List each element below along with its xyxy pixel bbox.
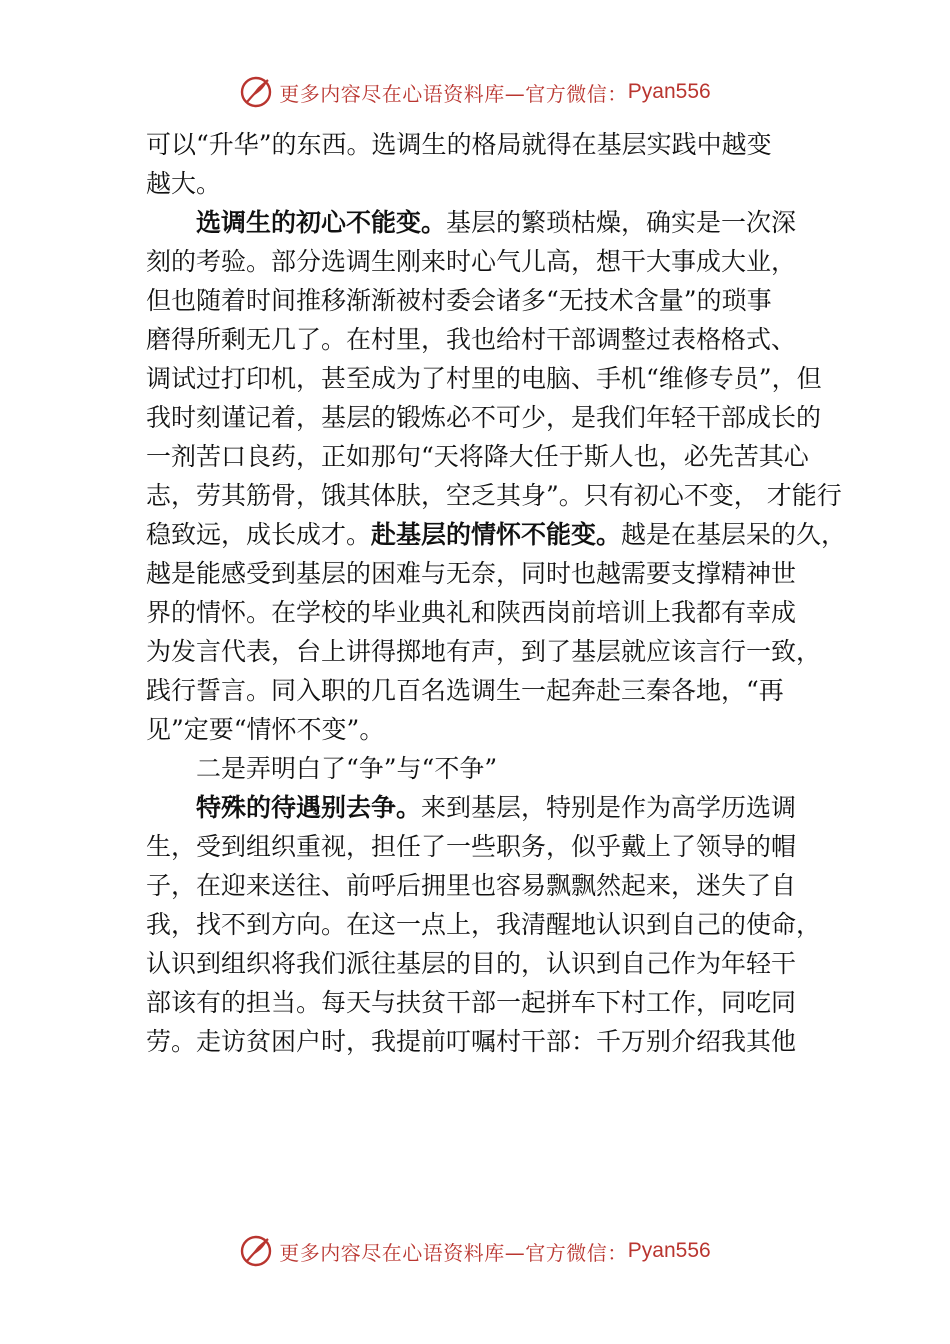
text-line [146, 281, 846, 320]
text-segment: 认识到组织将我们派往基层的目的，认识到自己作为年轻干 [146, 949, 797, 978]
text-segment: 刻的考验。部分选调生刚来时心气儿高，想干大事成大业， [146, 247, 797, 276]
text-segment: 劳。走访贫困户时，我提前叮嘱村干部：千万别介绍我其他 [146, 1027, 797, 1056]
text-segment: 越是在基层呆的久， [621, 520, 847, 549]
footer-watermark [0, 1231, 950, 1271]
text-segment: 越是能感受到基层的困难与无奈，同时也越需要支撑精神世 [146, 559, 797, 588]
text-segment: 磨得所剩无几了。在村里，我也给村干部调整过表格格式、 [146, 325, 797, 354]
text-line [146, 554, 846, 593]
text-segment: 为发言代表，台上讲得掷地有声，到了基层就应该言行一致， [146, 637, 822, 666]
header-watermark [0, 72, 950, 112]
text-segment: 我，找不到方向。在这一点上，我清醒地认识到自己的使命， [146, 910, 822, 939]
feather-logo-icon [239, 75, 273, 109]
text-segment: 生，受到组织重视，担任了一些职务，似乎戴上了领导的帽 [146, 832, 797, 861]
text-line [146, 827, 846, 866]
text-segment: 越大。 [146, 169, 222, 198]
text-segment: 志，劳其筋骨，饿其体肤，空乏其身”。只有初心不变， 才能行 [146, 481, 842, 510]
text-line [146, 476, 846, 515]
text-line [146, 203, 846, 242]
text-line [146, 710, 846, 749]
text-segment: 稳致远，成长成才。 [146, 520, 372, 549]
text-line [146, 593, 846, 632]
text-segment: 一剂苦口良药，正如那句“天将降大任于斯人也，必先苦其心 [146, 442, 809, 471]
text-segment: 我时刻谨记着，基层的锻炼必不可少，是我们年轻干部成长的 [146, 403, 822, 432]
text-segment: 但也随着时间推移渐渐被村委会诸多“无技术含量”的琐事 [146, 286, 772, 315]
bold-heading-text: 选调生的初心不能变。 [196, 208, 447, 237]
text-line [146, 320, 846, 359]
text-line [146, 788, 846, 827]
text-line [146, 749, 846, 788]
text-line [146, 944, 846, 983]
text-segment: 见”定要“情怀不变”。 [146, 715, 385, 744]
text-line [146, 242, 846, 281]
text-line [146, 125, 846, 164]
text-line [146, 671, 846, 710]
feather-logo-icon [239, 1234, 273, 1268]
watermark-id: Pyan556 [627, 1239, 711, 1262]
bold-heading-text: 特殊的待遇别去争。 [196, 793, 422, 822]
text-line [146, 164, 846, 203]
document-body [146, 125, 846, 1061]
text-line [146, 398, 846, 437]
text-segment: 来到基层，特别是作为高学历选调 [421, 793, 797, 822]
text-segment: 可以“升华”的东西。选调生的格局就得在基层实践中越变 [146, 130, 772, 159]
text-segment: 子，在迎来送往、前呼后拥里也容易飘飘然起来，迷失了自 [146, 871, 797, 900]
text-line [146, 515, 846, 554]
text-segment: 部该有的担当。每天与扶贫干部一起拼车下村工作，同吃同 [146, 988, 797, 1017]
text-line [146, 437, 846, 476]
watermark-text: 更多内容尽在心语资料库—官方微信： [279, 1240, 628, 1265]
text-segment: 践行誓言。同入职的几百名选调生一起奔赴三秦各地，“再 [146, 676, 784, 705]
text-segment: 二是弄明白了“争”与“不争” [196, 754, 498, 783]
text-line [146, 632, 846, 671]
text-line [146, 905, 846, 944]
text-segment: 基层的繁琐枯燥，确实是一次深 [446, 208, 797, 237]
watermark-text: 更多内容尽在心语资料库—官方微信： [279, 81, 628, 106]
text-segment: 调试过打印机，甚至成为了村里的电脑、手机“维修专员”，但 [146, 364, 822, 393]
text-line [146, 359, 846, 398]
text-line [146, 983, 846, 1022]
text-segment: 界的情怀。在学校的毕业典礼和陕西岗前培训上我都有幸成 [146, 598, 797, 627]
bold-heading-text: 赴基层的情怀不能变。 [371, 520, 622, 549]
watermark-id: Pyan556 [627, 80, 711, 103]
text-line [146, 1022, 846, 1061]
text-line [146, 866, 846, 905]
